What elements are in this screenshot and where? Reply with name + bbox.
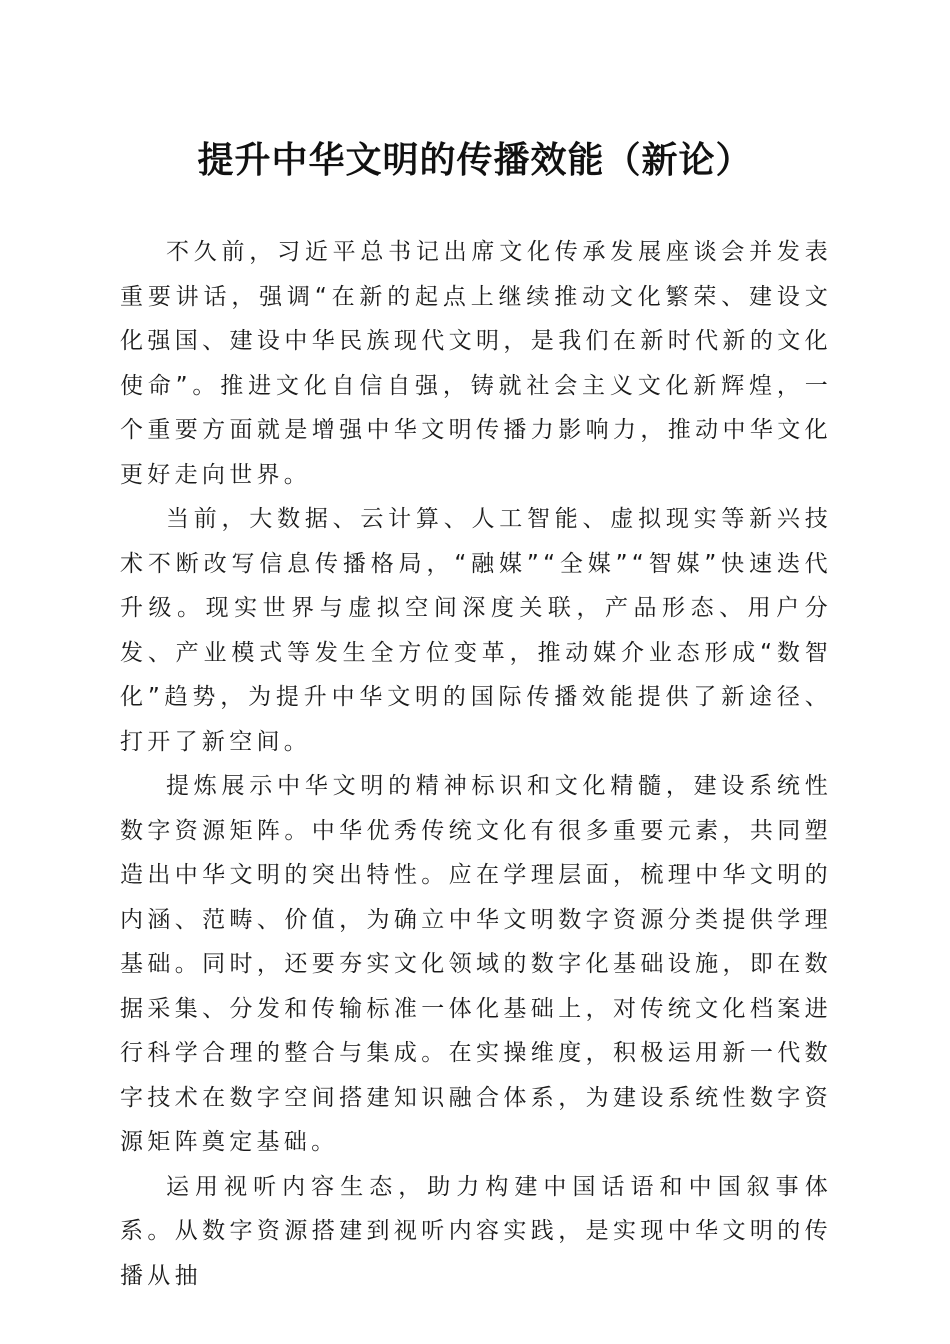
paragraph-2: 当前，大数据、云计算、人工智能、虚拟现实等新兴技术不断改写信息传播格局，“融媒”“全媒”“智媒”快速迭代升级。现实世界与虚拟空间深度关联，产品形态、用户分发、产业模式等发生全方位变革，推动媒介业态形成“数智化”趋势，为提升中华文明的国际传播效能提供了新途径、打开了新空间。 — [120, 506, 832, 755]
article-title: 提升中华文明的传播效能（新论） — [197, 139, 753, 181]
paragraph-3: 提炼展示中华文明的精神标识和文化精髓，建设系统性数字资源矩阵。中华优秀传统文化有很多重要元素，共同塑造出中华文明的突出特性。应在学理层面，梳理中华文明的内涵、范畴、价值，为确立中华文明数字资源分类提供学理基础。同时，还要夯实文化领域的数字化基础设施，即在数据采集、分发和传输标准一体化基础上，对传统文化档案进行科学合理的整合与集成。在实操维度，积极运用新一代数字技术在数字空间搭建知识融合体系，为建设系统性数字资源矩阵奠定基础。 — [120, 773, 832, 1155]
article-body — [120, 230, 832, 1298]
paragraph-1: 不久前，习近平总书记出席文化传承发展座谈会并发表重要讲话，强调“在新的起点上继续推动文化繁荣、建设文化强国、建设中华民族现代文明，是我们在新时代新的文化使命”。推进文化自信自强，铸就社会主义文化新辉煌，一个重要方面就是增强中华文明传播力影响力，推动中华文化更好走向世界。 — [120, 239, 832, 488]
paragraph-4: 运用视听内容生态，助力构建中国话语和中国叙事体系。从数字资源搭建到视听内容实践，是实现中华文明的传播从抽 — [120, 1173, 832, 1289]
